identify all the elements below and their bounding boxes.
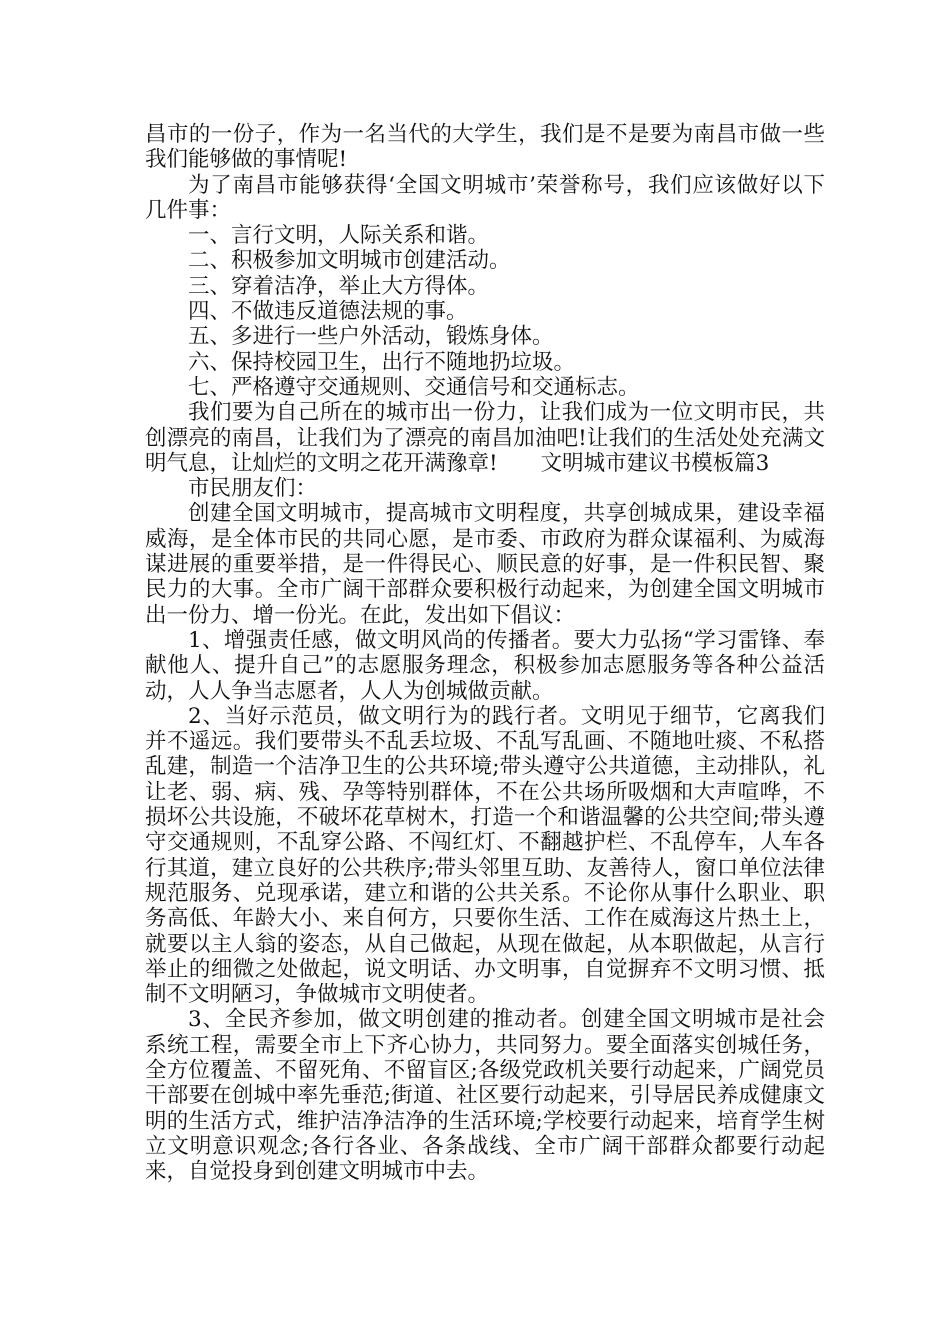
salutation: 市民朋友们： <box>188 476 318 502</box>
list-item: 七、严格遵守交通规则、交通信号和交通标志。 <box>188 374 640 400</box>
paragraph: 1、增强责任感，做文明风尚的传播者。要大力弘扬“学习雷锋、奉献他人、提升自己”的志愿服务理念，积极参加志愿服务等各种公益活动，人人争当志愿者，人人为创城做贡献。 <box>145 627 825 704</box>
list-item: 五、多进行一些户外活动，锻炼身体。 <box>188 324 554 350</box>
paragraph: 为了南昌市能够获得‘全国文明城市’荣誉称号，我们应该做好以下几件事： <box>145 172 825 223</box>
list-item: 四、不做违反道德法规的事。 <box>188 299 468 325</box>
paragraph: 2、当好示范员，做文明行为的践行者。文明见于细节，它离我们并不遥远。我们要带头不乱丢垃圾、不乱写乱画、不随地吐痰、不私搭乱建，制造一个洁净卫生的公共环境;带头遵守公共道德，主动排队，礼让老、弱、病、残、孕等特别群体，不在公共场所吸烟和大声喧哗，不损坏公共设施，不破坏花草树木，打造一个和谐温馨的公共空间;带头遵守交通规则，不乱穿公路、不闯红灯、不翻越护栏、不乱停车，人车各行其道，建立良好的公共秩序;带头邻里互助、友善待人，窗口单位法律规范服务、兑现承诺，建立和谐的公共关系。不论你从事什么职业、职务高低、年龄大小、来自何方，只要你生活、工作在威海这片热土上，就要以主人翁的姿态，从自己做起，从现在做起，从本职做起，从言行举止的细微之处做起，说文明话、办文明事，自觉摒弃不文明习惯、抵制不文明陋习，争做城市文明使者。 <box>145 703 825 1008</box>
list-item: 二、积极参加文明城市创建活动。 <box>188 248 511 274</box>
paragraph: 我们要为自己所在的城市出一份力，让我们成为一位文明市民，共创漂亮的南昌，让我们为了漂亮的南昌加油吧!让我们的生活处处充满文明气息，让灿烂的文明之花开满豫章! 文明城市建议书模板篇3 <box>145 400 825 476</box>
paragraph: 昌市的一份子，作为一名当代的大学生，我们是不是要为南昌市做一些我们能够做的事情呢! <box>145 122 825 173</box>
paragraph: 3、全民齐参加，做文明创建的推动者。创建全国文明城市是社会系统工程，需要全市上下齐心协力，共同努力。要全面落实创城任务，全方位覆盖、不留死角、不留盲区;各级党政机关要行动起来，广阔党员干部要在创城中率先垂范;街道、社区要行动起来，引导居民养成健康文明的生活方式，维护洁净洁净的生活环境;学校要行动起来，培育学生树立文明意识观念;各行各业、各条战线、全市广阔干部群众都要行动起来，自觉投身到创建文明城市中去。 <box>145 1007 825 1185</box>
document-body <box>145 122 825 1184</box>
list-item: 三、穿着洁净，举止大方得体。 <box>188 273 490 299</box>
list-item: 六、保持校园卫生，出行不随地扔垃圾。 <box>188 349 576 375</box>
list-item: 一、言行文明，人际关系和谐。 <box>188 223 490 249</box>
paragraph: 创建全国文明城市，提高城市文明程度，共享创城成果，建设幸福威海，是全体市民的共同心愿，是市委、市政府为群众谋福利、为威海谋进展的重要举措，是一件得民心、顺民意的好事，是一件积民智、聚民力的大事。全市广阔干部群众要积极行动起来，为创建全国文明城市出一份力、增一份光。在此，发出如下倡议： <box>145 501 825 628</box>
